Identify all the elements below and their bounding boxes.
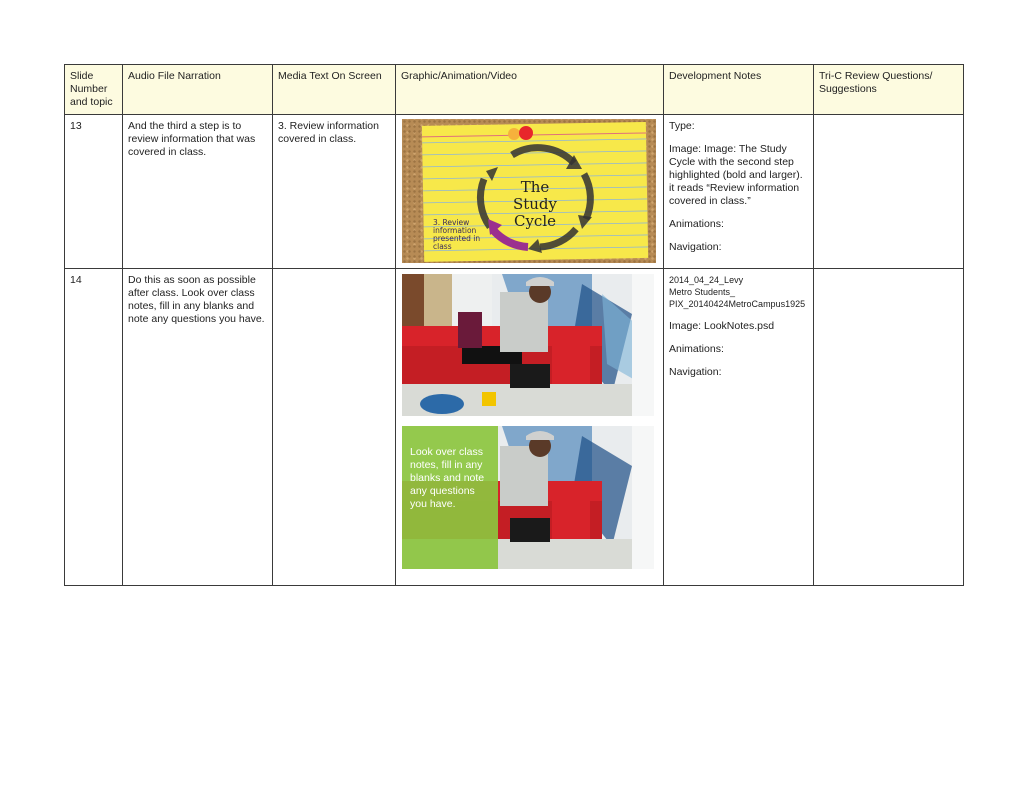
dev-notes-animations: Animations:: [669, 343, 724, 355]
graphic-cell: [396, 269, 664, 586]
card-step-text: 3. Review information presented in class: [433, 219, 481, 251]
dev-notes-image: Image: Image: The Study Cycle with the second step highlighted (bold and larger). it reads “Review information covered in class.”: [669, 143, 803, 207]
dev-notes-type: Type:: [669, 120, 695, 132]
table-row: [65, 269, 964, 586]
card-title-line-3: Cycle: [513, 212, 557, 230]
dev-notes-file-2: Metro Students_: [669, 287, 736, 297]
dev-notes: [664, 269, 814, 586]
storyboard-table: [64, 64, 964, 586]
header-dev-notes: Development Notes: [664, 65, 814, 115]
header-row: [65, 65, 964, 115]
header-audio-narration: Audio File Narration: [123, 65, 273, 115]
review-questions: [814, 269, 964, 586]
study-cycle-image: [402, 119, 656, 263]
dev-notes-image: Image: LookNotes.psd: [669, 320, 775, 332]
student-photo: [402, 274, 654, 416]
header-review-questions: Tri-C Review Questions/ Suggestions: [814, 65, 964, 115]
header-media-text: Media Text On Screen: [273, 65, 396, 115]
dev-notes-file-3: PIX_20140424MetroCampus1925: [669, 299, 806, 309]
header-graphic: Graphic/Animation/Video: [396, 65, 664, 115]
audio-narration: And the third a step is to review information that was covered in class.: [123, 115, 273, 269]
dev-notes: [664, 115, 814, 269]
table-row: [65, 115, 964, 269]
review-questions: [814, 115, 964, 269]
slide-number: 13: [65, 115, 123, 269]
student-photo-with-text: [402, 426, 654, 569]
dev-notes-file-1: 2014_04_24_Levy: [669, 275, 744, 285]
slide-number: 14: [65, 269, 123, 586]
media-text: [273, 269, 396, 586]
card-title-line-2: Study: [512, 195, 558, 213]
audio-narration: Do this as soon as possible after class. Look over class notes, fill in any blanks and note any questions you have.: [123, 269, 273, 586]
photo-overlay-text: Look over class notes, fill in any blanks and note any questions you have.: [410, 446, 485, 510]
dev-notes-navigation: Navigation:: [669, 241, 722, 253]
study-cycle-card-graphic: [402, 119, 656, 263]
dev-notes-animations: Animations:: [669, 218, 724, 230]
student-photo-graphic: [402, 274, 654, 416]
card-title-line-1: The: [520, 178, 550, 196]
dev-notes-navigation: Navigation:: [669, 366, 722, 378]
media-text: 3. Review information covered in class.: [273, 115, 396, 269]
graphic-cell: [396, 115, 664, 269]
header-slide-number: Slide Number and topic: [65, 65, 123, 115]
